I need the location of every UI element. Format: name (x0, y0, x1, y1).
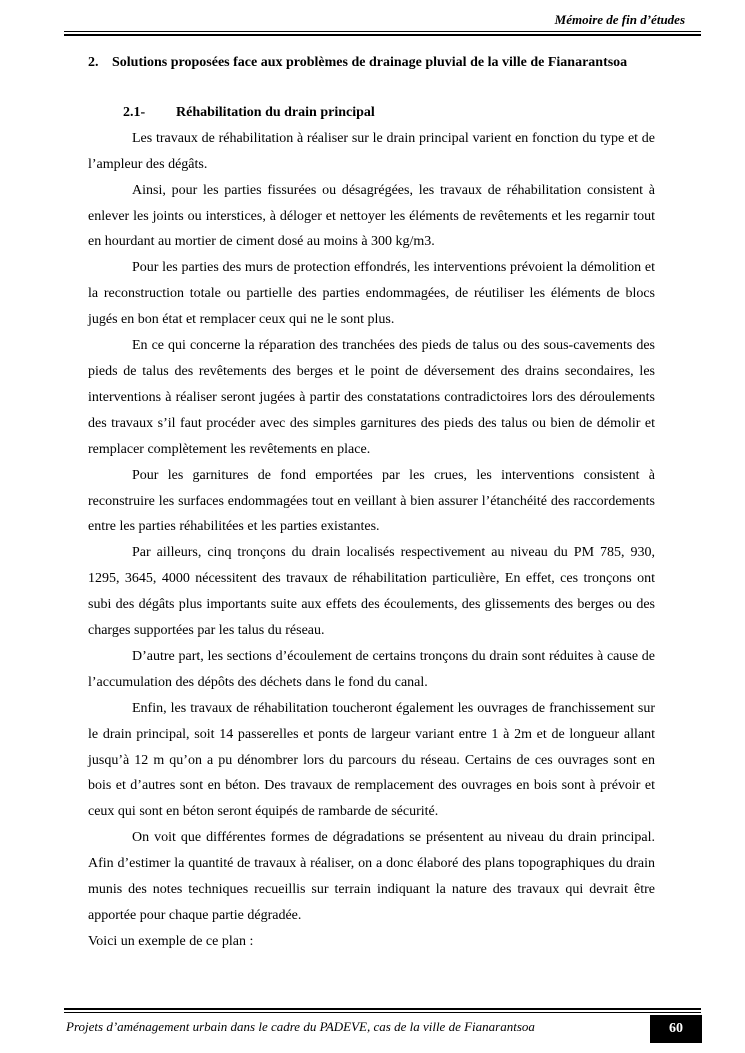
subsection-number: 2.1- (123, 104, 146, 120)
section-heading (88, 50, 655, 76)
running-header: Mémoire de fin d’études (554, 12, 685, 27)
footer-rule-thin (64, 1012, 701, 1013)
page-body (88, 50, 655, 955)
paragraph: Enfin, les travaux de réhabilitation toucheront également les ouvrages de franchissement sur le drain principal, soit 14 passerelles et ponts de largeur variant entre 1 à 2m et de longueur allant jusqu’à 12 m qu’on a pu dénombrer lors du parcours du réseau. Certains de ces ouvrages sont en bois et d’autres sont en béton. Des travaux de remplacement des ouvrages en bois sont à prévoir et ceux qui sont en béton seront équipés de rambarde de sécurité. (88, 700, 655, 820)
closing-line: Voici un exemple de ce plan : (88, 933, 254, 949)
paragraph: Pour les garnitures de fond emportées par les crues, les interventions consistent à reconstruire les surfaces endommagées tout en veillant à bien assurer l’étanchéité des raccordements entre les parties réhabilitées et les parties existantes. (88, 467, 655, 535)
paragraph: Par ailleurs, cinq tronçons du drain localisés respectivement au niveau du PM 785, 930, 1295, 3645, 4000 nécessitent des travaux de réhabilitation particulière, En effet, ces tronçons ont subi des dégâts plus importants suite aux effets des écoulements, des glissements des berges ou des charges supportées par les talus du réseau. (88, 545, 655, 639)
header-rule-thin (64, 31, 701, 32)
footer-rule-thick (64, 1008, 701, 1010)
paragraph: On voit que différentes formes de dégradations se présentent au niveau du drain principal. Afin d’estimer la quantité de travaux à réaliser, on a donc élaboré des plans topographiques du drain munis des notes techniques recueillis sur terrain indiquant la nature des travaux qui devrait être apportée pour chaque partie dégradée. (88, 830, 655, 923)
paragraph: Ainsi, pour les parties fissurées ou désagrégées, les travaux de réhabilitation consistent à enlever les joints ou interstices, à déloger et nettoyer les éléments de revêtements et les regarnir tout en hourdant au mortier de ciment dosé au moins à 300 kg/m3. (88, 182, 655, 250)
running-footer: Projets d’aménagement urbain dans le cadre du PADEVE, cas de la ville de Fianarantsoa (66, 1019, 535, 1034)
paragraph: Pour les parties des murs de protection effondrés, les interventions prévoient la démolition et la reconstruction totale ou partielle des parties endommagées, de réutiliser les éléments de blocs jugés en bon état et remplacer ceux qui ne le sont plus. (88, 260, 655, 328)
section-title: Solutions proposées face aux problèmes de drainage pluvial de la ville de Fianarantsoa (112, 55, 628, 70)
paragraph: Les travaux de réhabilitation à réaliser sur le drain principal varient en fonction du type et de l’ampleur des dégâts. (88, 130, 655, 172)
header-rule-thick (64, 34, 701, 36)
page-number: 60 (650, 1015, 702, 1043)
paragraph: En ce qui concerne la réparation des tranchées des pieds de talus ou des sous-cavements des pieds de talus des revêtements des berges et le point de déversement des drains secondaires, les interventions à réaliser seront jugées à partir des constatations contradictoires lors des déroulements des travaux s’il faut procéder avec des simples garnitures des pieds des talus ou bien de démolir et remplacer complètement les revêtements en place. (88, 338, 655, 457)
subsection-title: Réhabilitation du drain principal (176, 104, 375, 120)
paragraph: D’autre part, les sections d’écoulement de certains tronçons du drain sont réduites à cause de l’accumulation des dépôts des déchets dans le fond du canal. (88, 648, 655, 690)
subsection-heading (123, 100, 655, 126)
section-number: 2. (88, 55, 99, 70)
